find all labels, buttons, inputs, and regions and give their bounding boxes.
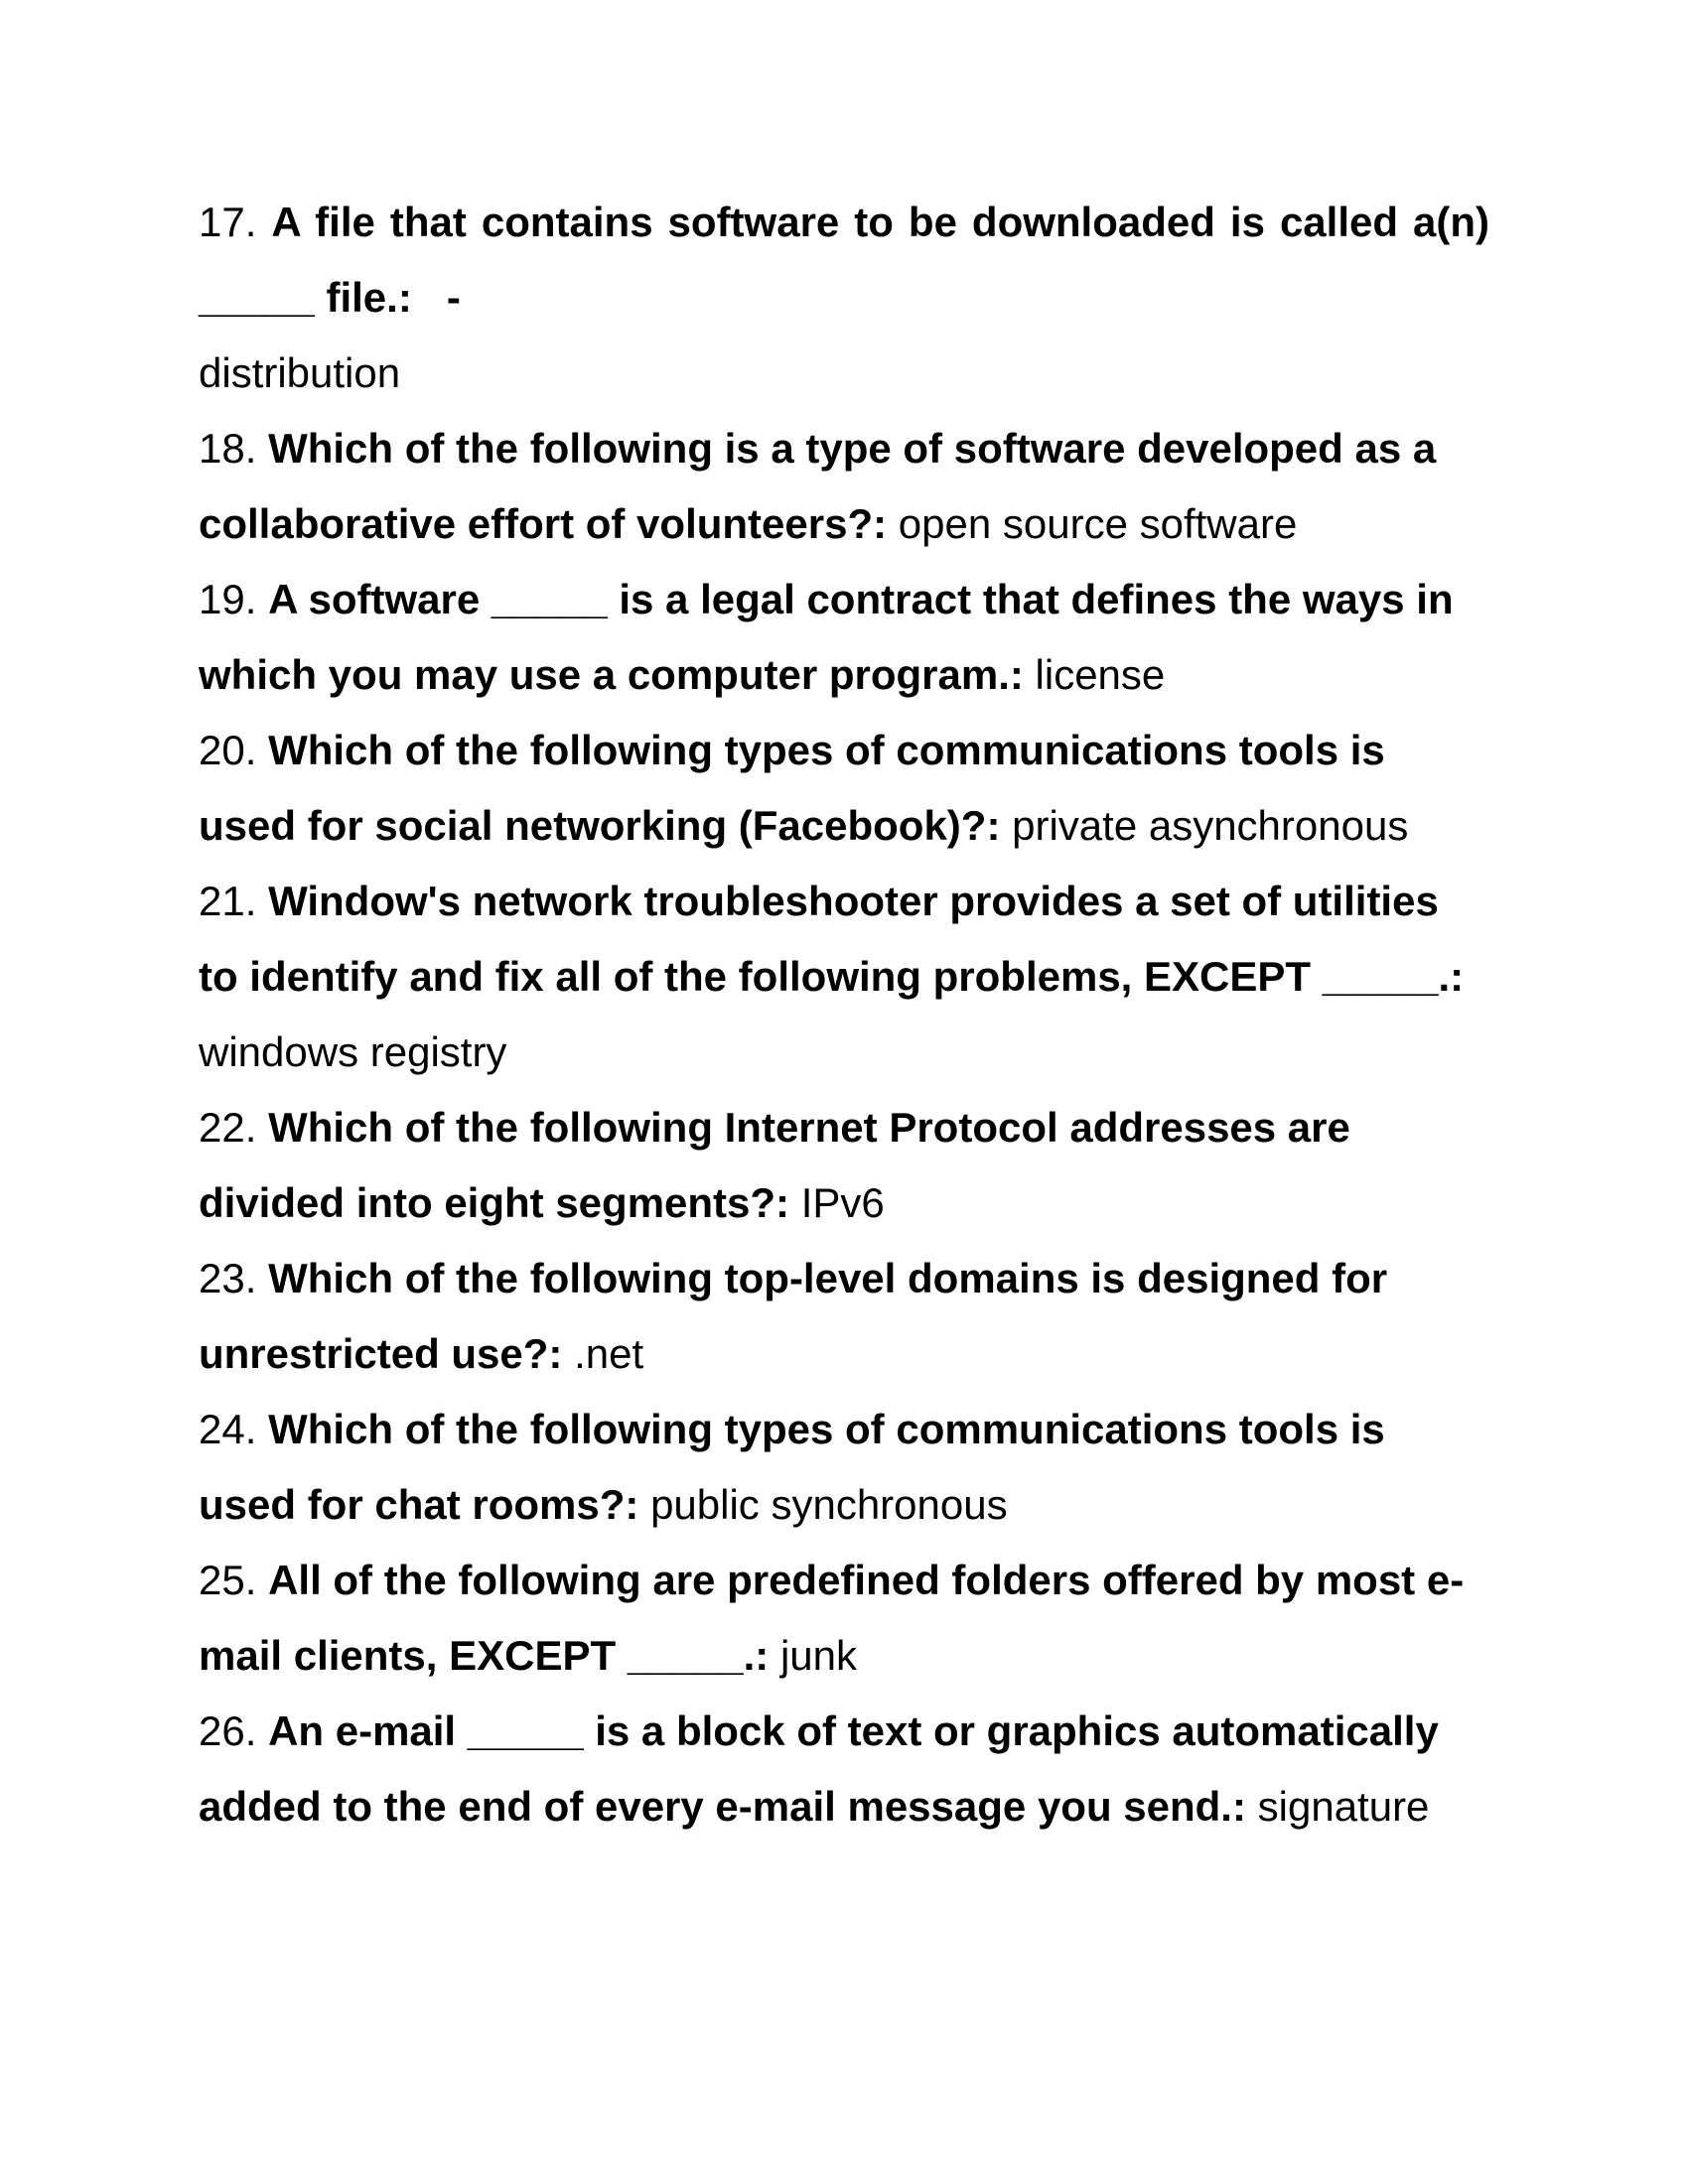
question-item-25 xyxy=(199,1543,1489,1694)
question-number: 17. xyxy=(199,199,257,245)
question-number: 21. xyxy=(199,878,257,924)
question-item-20 xyxy=(199,713,1489,864)
question-number: 25. xyxy=(199,1557,257,1603)
question-text: Which of the following types of communications tools is used for social networking (Facebook)?: xyxy=(199,727,1385,849)
question-text: A software _____ is a legal contract that defines the ways in which you may use a computer program.: xyxy=(199,576,1454,698)
question-text: An e-mail _____ is a block of text or graphics automatically added to the end of every e-mail message you send.: xyxy=(199,1707,1439,1830)
question-number: 20. xyxy=(199,727,257,773)
answer-text: public synchronous xyxy=(650,1481,1008,1528)
question-number: 24. xyxy=(199,1406,257,1452)
question-text: A file that contains software to be downloaded is called a(n) _____ file.: xyxy=(199,199,1489,321)
question-item-26 xyxy=(199,1694,1489,1844)
question-item-19 xyxy=(199,562,1489,713)
question-item-24 xyxy=(199,1392,1489,1543)
answer-text: windows registry xyxy=(199,1028,507,1075)
question-text: Which of the following types of communications tools is used for chat rooms?: xyxy=(199,1406,1385,1528)
question-text: All of the following are predefined folders offered by most e-mail clients, EXCEPT _____.: xyxy=(199,1557,1465,1679)
answer-text: open source software xyxy=(898,500,1298,547)
question-number: 22. xyxy=(199,1104,257,1151)
answer-text: distribution xyxy=(199,349,401,396)
question-item-17 xyxy=(199,185,1489,411)
question-item-18 xyxy=(199,411,1489,562)
answer-text: signature xyxy=(1257,1783,1430,1830)
question-text: Which of the following Internet Protocol addresses are divided into eight segments?: xyxy=(199,1104,1350,1226)
answer-text: .net xyxy=(574,1330,644,1377)
question-number: 26. xyxy=(199,1707,257,1754)
answer-text: private asynchronous xyxy=(1012,802,1409,849)
question-text: Which of the following top-level domains is designed for unrestricted use?: xyxy=(199,1255,1388,1377)
question-text: Window's network troubleshooter provides a set of utilities to identify and fix all of the following problems, EXCEPT _____.: xyxy=(199,878,1465,1000)
question-item-22 xyxy=(199,1090,1489,1241)
document-page xyxy=(199,185,1489,1844)
question-item-23 xyxy=(199,1241,1489,1392)
answer-text: license xyxy=(1035,651,1166,698)
answer-text: junk xyxy=(779,1632,857,1679)
question-number: 18. xyxy=(199,425,257,472)
question-text: Which of the following is a type of software developed as a collaborative effort of volunteers?: xyxy=(199,425,1437,547)
question-dash: - xyxy=(446,274,461,321)
question-number: 19. xyxy=(199,576,257,622)
question-item-21 xyxy=(199,864,1489,1090)
question-number: 23. xyxy=(199,1255,257,1301)
answer-text: IPv6 xyxy=(800,1179,885,1226)
